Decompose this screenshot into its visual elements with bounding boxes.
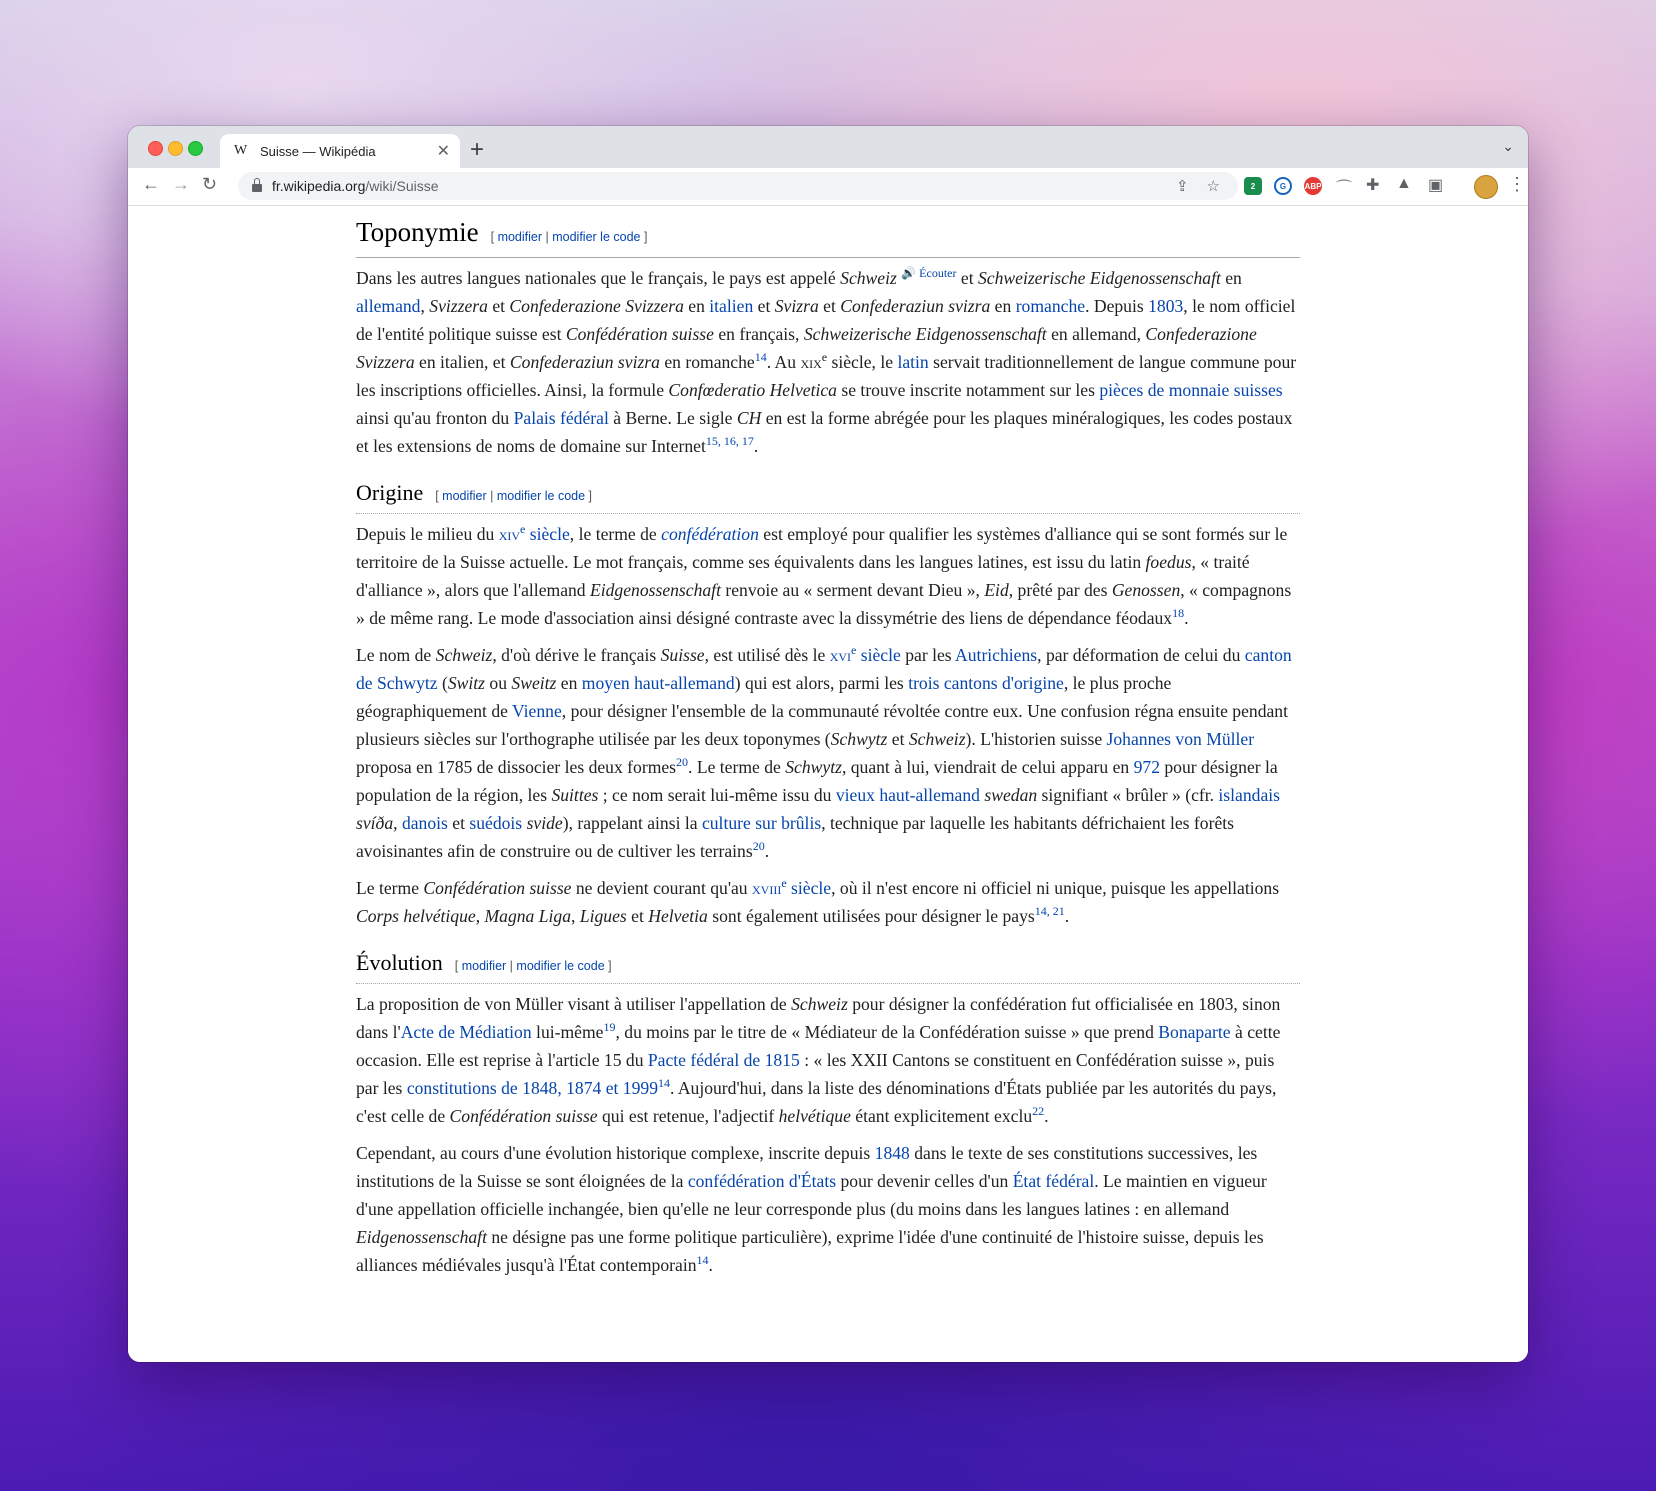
edit-code-link[interactable]: modifier le code xyxy=(552,230,641,244)
page-viewport xyxy=(128,206,1528,1362)
menu-dots-icon[interactable]: ⋮ xyxy=(1508,174,1526,194)
link-vieux-haut-allemand[interactable]: vieux haut-allemand xyxy=(835,785,980,805)
edit-link[interactable]: modifier xyxy=(497,230,543,244)
back-arrow-icon[interactable]: ← xyxy=(142,174,160,194)
heading-origine xyxy=(356,478,1300,514)
paragraph-origine-3: Le terme Confédération suisse ne devient courant qu'au xviii$^e$ siècle, où il n'est encore ni officiel ni unique, puisque les appellations Corps helvétique, Magna Liga, Ligues et Helvetia sont également utilisées pour désigner le pays$^{14, 21}$. xyxy=(356,876,1280,926)
link-xvie-siecle[interactable]: xvi$^e$ siècle xyxy=(829,643,901,665)
reference-link[interactable]: 14 xyxy=(658,1076,670,1091)
reference-link[interactable]: 20 xyxy=(676,755,689,770)
title-bar xyxy=(128,126,1528,168)
tab-wikipedia[interactable] xyxy=(220,134,460,168)
share-icon[interactable]: ⇪ xyxy=(1175,178,1189,195)
reference-link[interactable]: 18 xyxy=(1172,606,1185,621)
link-trois-cantons[interactable]: trois cantons d'origine xyxy=(908,673,1064,693)
tab-title: Suisse — Wikipédia xyxy=(260,143,376,159)
link-moyen-haut-allemand[interactable]: moyen haut-allemand xyxy=(581,673,735,693)
heading-text: Évolution xyxy=(356,950,443,975)
minimize-window-button[interactable] xyxy=(168,141,183,156)
article-content xyxy=(356,214,1300,1288)
reload-icon[interactable]: ↻ xyxy=(202,174,218,194)
zoom-window-button[interactable] xyxy=(188,141,203,156)
wikipedia-favicon-icon: W xyxy=(234,143,248,158)
link-confederation[interactable]: confédération xyxy=(661,524,759,544)
reference-link[interactable]: 22 xyxy=(1032,1104,1045,1119)
reference-link[interactable]: 19 xyxy=(603,1020,616,1035)
url-text[interactable]: fr.wikipedia.org/wiki/Suisse xyxy=(272,178,439,194)
link-972[interactable]: 972 xyxy=(1133,757,1160,777)
link-islandais[interactable]: islandais xyxy=(1218,785,1280,805)
lock-icon[interactable] xyxy=(252,184,262,192)
heading-text: Origine xyxy=(356,480,424,505)
browser-window xyxy=(128,126,1528,1362)
close-tab-icon[interactable]: ✕ xyxy=(436,143,450,160)
edit-link[interactable]: modifier xyxy=(461,959,507,973)
heading-text: Toponymie xyxy=(356,217,479,247)
audio-listen-link[interactable]: 🔊 Écouter xyxy=(901,266,957,281)
link-palais-federal[interactable]: Palais fédéral xyxy=(513,408,609,428)
link-pieces-monnaie[interactable]: pièces de monnaie suisses xyxy=(1099,380,1283,400)
link-autrichiens[interactable]: Autrichiens xyxy=(955,645,1038,665)
extension-s-icon[interactable]: 2 xyxy=(1244,177,1262,195)
reference-link[interactable]: 14 xyxy=(696,1253,709,1268)
reference-link[interactable]: 15, 16, 17 xyxy=(705,434,754,449)
paragraph-evolution-1: La proposition de von Müller visant à utiliser l'appellation de Schweiz pour désigner la confédération fut officialisée en 1803, sinon dans l'Acte de Médiation lui-même$^{19}$, du moins par le titre de « Médiateur de la Confédération suisse » que prend Bonaparte à cette occasion. Elle est reprise à l'article 15 du Pacte fédéral de 1815 : « les XXII Cantons se constituent en Confédération suisse », puis par les constitutions de 1848, 1874 et 1999$^{14}$. Aujourd'hui, dans la liste des dénominations d'États publiée par les autorités du pays, c'est celle de Confédération suisse qui est retenue, l'adjectif helvétique étant explicitement exclu$^{22}$. xyxy=(356,994,1281,1126)
avatar[interactable] xyxy=(1474,175,1498,199)
paragraph-origine-1: Depuis le milieu du xiv$^e$ siècle, le terme de confédération est employé pour qualifier les systèmes d'alliance qui se sont formés sur le territoire de la Suisse actuelle. Le mot français, comme ses équivalents dans les langues latines, est issu du latin foedus, « traité d'alliance », alors que l'allemand Eidgenossenschaft renvoie au « serment devant Dieu », Eid, prêté par des Genossen, « compagnons » de même rang. Le mode d'association ainsi désigné contraste avec la dissymétrie des liens de dépendance féodaux$^{18}$. xyxy=(356,522,1292,628)
puzzle-icon[interactable]: ✚ xyxy=(1366,177,1380,194)
edit-section: [ modifier | modifier le code ] xyxy=(490,230,648,244)
edit-section: [ modifier | modifier le code ] xyxy=(435,489,593,503)
paragraph-evolution-2: Cependant, au cours d'une évolution historique complexe, inscrite depuis 1848 dans le texte de ses constitutions successives, les institutions de la Suisse se sont éloignées de la confédération d'États pour devenir celles d'un État fédéral. Le maintien en vigueur d'une appellation officielle inchangée, bien qu'elle ne leur corresponde plus (du moins dans les langues latines : en allemand Eidgenossenschaft ne désigne pas une forme politique particulière), exprime l'idée d'une continuité de l'histoire suisse, depuis les alliances médiévales jusqu'à l'État contemporain$^{14}$. xyxy=(356,1143,1267,1275)
edit-section: [ modifier | modifier le code ] xyxy=(454,959,612,973)
reference-link[interactable]: 14, 21 xyxy=(1034,904,1065,919)
reference-link[interactable]: 14 xyxy=(754,350,767,365)
browser-toolbar xyxy=(128,168,1528,206)
link-acte-de-mediation[interactable]: Acte de Médiation xyxy=(400,1022,532,1042)
link-constitutions[interactable]: constitutions de 1848, 1874 et 1999 xyxy=(406,1078,658,1098)
star-icon[interactable]: ☆ xyxy=(1206,178,1220,195)
edit-code-link[interactable]: modifier le code xyxy=(516,959,605,973)
link-canton-schwytz[interactable]: canton de Schwytz xyxy=(356,645,1292,693)
extension-arc-icon[interactable]: ⌒ xyxy=(1336,180,1353,197)
link-johannes-von-muller[interactable]: Johannes von Müller xyxy=(1106,729,1255,749)
link-suedois[interactable]: suédois xyxy=(469,813,523,833)
tab-search-chevron-icon[interactable]: ⌄ xyxy=(1502,138,1514,154)
link-danois[interactable]: danois xyxy=(401,813,448,833)
forward-arrow-icon[interactable]: → xyxy=(172,174,190,194)
link-bonaparte[interactable]: Bonaparte xyxy=(1158,1022,1231,1042)
paragraph-toponymie: Dans les autres langues nationales que le français, le pays est appelé Schweiz $^{🔊 Écouter}$ et Schweizerische Eidgenossenschaft en allemand, Svizzera et Confederazione Svizzera en italien et Svizra et Confederaziun svizra en romanche. Depuis 1803, le nom officiel de l'entité politique suisse est Confédération suisse en français, Schweizerische Eidgenossenschaft en allemand, Confederazione Svizzera en italien, et Confederaziun svizra en romanche$^{14}$. Au xix$^e$ siècle, le latin servait traditionnellement de langue commune pour les inscriptions officielles. Ainsi, la formule Confœderatio Helvetica se trouve inscrite notamment sur les pièces de monnaie suisses ainsi qu'au fronton du Palais fédéral à Berne. Le sigle CH en est la forme abrégée pour les plaques minéralogiques, les codes postaux et les extensions de noms de domaine sur Internet$^{15, 16, 17}$. xyxy=(356,266,1297,456)
heading-evolution xyxy=(356,948,1300,984)
edit-code-link[interactable]: modifier le code xyxy=(496,489,586,503)
link-pacte-federal[interactable]: Pacte fédéral de 1815 xyxy=(647,1050,800,1070)
link-1848[interactable]: 1848 xyxy=(874,1143,910,1163)
extension-grammar-icon[interactable]: G xyxy=(1274,177,1292,195)
adblock-icon[interactable]: ABP xyxy=(1304,177,1322,195)
link-latin[interactable]: latin xyxy=(897,352,929,372)
link-allemand[interactable]: allemand xyxy=(356,296,421,316)
link-1803[interactable]: 1803 xyxy=(1148,296,1184,316)
link-xviiie-siecle[interactable]: xviii$^e$ siècle xyxy=(752,876,832,898)
address-bar[interactable] xyxy=(238,172,1238,200)
edit-link[interactable]: modifier xyxy=(442,489,487,503)
paragraph-origine-2: Le nom de Schweiz, d'où dérive le français Suisse, est utilisé dès le xvi$^e$ siècle par les Autrichiens, par déformation de celui du canton de Schwytz (Switz ou Sweitz en moyen haut-allemand) qui est alors, parmi les trois cantons d'origine, le plus proche géographiquement de Vienne, pour désigner l'ensemble de la communauté révoltée contre eux. Une confusion régna ensuite pendant plusieurs siècles sur l'orthographe utilisée par les deux toponymes (Schwytz et Schweiz). L'historien suisse Johannes von Müller proposa en 1785 de dissocier les deux formes$^{20}$. Le terme de Schwytz, quant à lui, viendrait de celui apparu en 972 pour désigner la population de la région, les Suittes ; ce nom serait lui-même issu du vieux haut-allemand swedan signifiant « brûler » (cfr. islandais svíða, danois et suédois svide), rappelant ainsi la culture sur brûlis, technique par laquelle les habitants défrichaient les forêts avoisinantes afin de construire ou de cultiver les terrains$^{20}$. xyxy=(356,643,1292,861)
link-confederation-etats[interactable]: confédération d'États xyxy=(687,1171,837,1191)
flask-icon[interactable]: ▲ xyxy=(1396,175,1412,192)
link-romanche[interactable]: romanche xyxy=(1015,296,1086,316)
link-culture-sur-brulis[interactable]: culture sur brûlis xyxy=(701,813,822,833)
new-tab-button[interactable]: + xyxy=(470,136,485,163)
reference-link[interactable]: 20 xyxy=(752,839,765,854)
link-etat-federal[interactable]: État fédéral xyxy=(1012,1171,1095,1191)
link-xive-siecle[interactable]: xiv$^e$ siècle xyxy=(498,522,570,544)
link-vienne[interactable]: Vienne xyxy=(512,701,562,721)
sidepanel-icon[interactable]: ▣ xyxy=(1428,177,1444,194)
heading-toponymie xyxy=(356,214,1300,258)
link-italien[interactable]: italien xyxy=(709,296,754,316)
close-window-button[interactable] xyxy=(148,141,163,156)
